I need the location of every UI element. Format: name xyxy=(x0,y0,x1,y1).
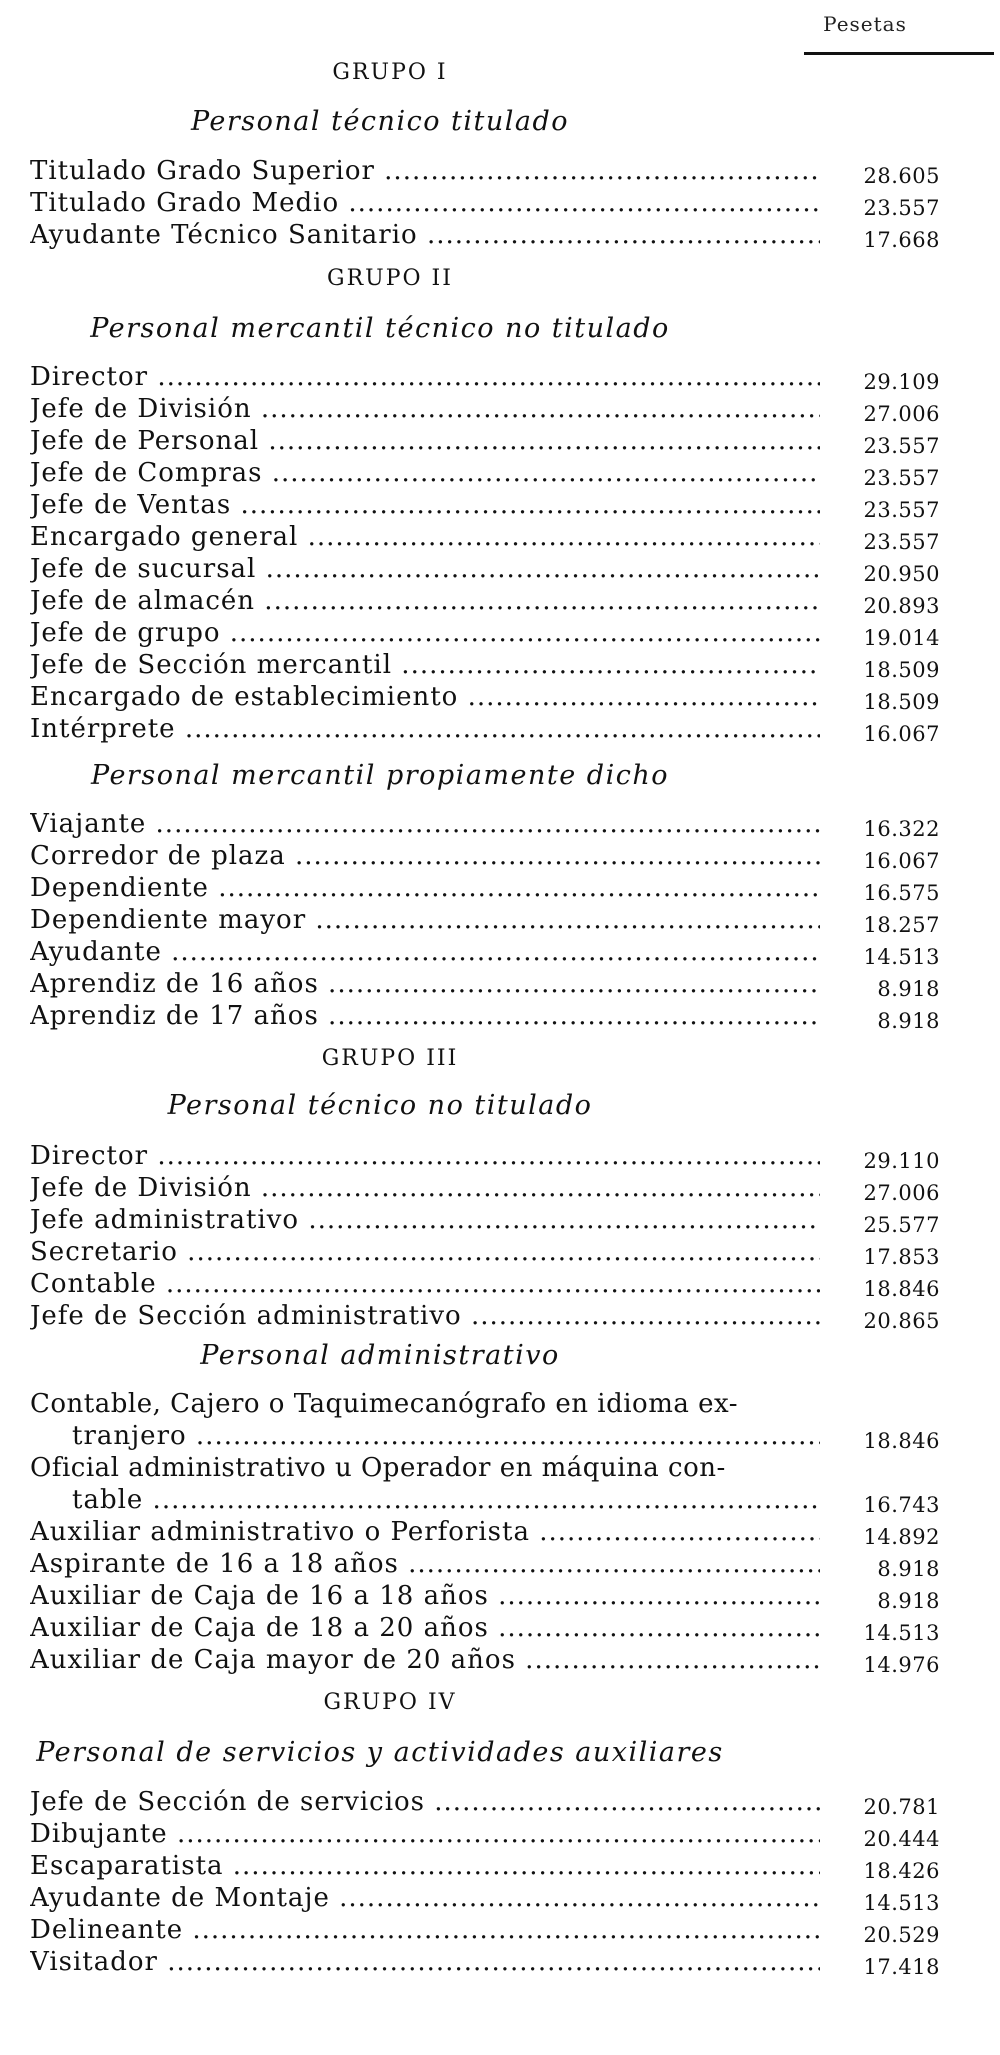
row-label: Jefe administrativo ..... xyxy=(30,1204,820,1236)
row-value: 17.668 xyxy=(863,228,940,252)
row-value: 8.918 xyxy=(877,977,940,1001)
table-row xyxy=(30,1850,940,1882)
group-title: GRUPO I xyxy=(332,60,448,85)
row-value: 20.950 xyxy=(863,562,940,586)
table-row xyxy=(30,219,940,251)
row-value: 8.918 xyxy=(877,1009,940,1033)
row-value: 16.575 xyxy=(863,881,940,905)
row-value: 14.892 xyxy=(863,1525,940,1549)
table-row xyxy=(30,936,940,968)
row-label: Auxiliar de Caja mayor de 20 años ..... xyxy=(30,1644,820,1676)
row-value: 18.426 xyxy=(863,1859,940,1883)
row-value: 29.110 xyxy=(863,1149,940,1173)
row-label: Corredor de plaza ..... xyxy=(30,840,820,872)
table-row xyxy=(30,1580,940,1612)
row-value: 20.444 xyxy=(863,1827,940,1851)
table-row xyxy=(30,649,940,681)
section-title: Personal de servicios y actividades auxiliares xyxy=(36,1737,724,1768)
row-label-continuation: table ..... xyxy=(72,1484,820,1516)
unit-header-rule xyxy=(804,52,994,55)
row-value: 18.509 xyxy=(863,658,940,682)
section-title: Personal mercantil técnico no titulado xyxy=(90,313,670,344)
row-label: Aprendiz de 17 años ..... xyxy=(30,1000,820,1032)
row-label: Director ..... xyxy=(30,361,820,393)
table-row xyxy=(30,904,940,936)
table-row xyxy=(30,187,940,219)
table-row xyxy=(30,713,940,745)
row-value: 23.557 xyxy=(863,498,940,522)
row-label: Jefe de División ..... xyxy=(30,393,820,425)
table-row xyxy=(30,1882,940,1914)
row-value: 27.006 xyxy=(863,402,940,426)
row-value: 8.918 xyxy=(877,1557,940,1581)
table-row xyxy=(30,1204,940,1236)
row-label: Encargado general ..... xyxy=(30,521,820,553)
row-label: Intérprete ..... xyxy=(30,713,820,745)
row-label: Ayudante Técnico Sanitario ..... xyxy=(30,219,820,251)
row-value: 23.557 xyxy=(863,196,940,220)
row-label: Jefe de almacén ..... xyxy=(30,585,820,617)
group-title: GRUPO III xyxy=(321,1046,459,1071)
row-label: Jefe de sucursal ..... xyxy=(30,553,820,585)
row-value: 19.014 xyxy=(863,626,940,650)
table-row xyxy=(30,1818,940,1850)
row-value: 23.557 xyxy=(863,530,940,554)
table-row xyxy=(30,1268,940,1300)
table-row xyxy=(30,1236,940,1268)
table-row xyxy=(30,1172,940,1204)
row-label: Auxiliar de Caja de 18 a 20 años ..... xyxy=(30,1612,820,1644)
row-value: 14.513 xyxy=(863,1891,940,1915)
table-row xyxy=(30,1420,940,1452)
group-title: GRUPO II xyxy=(327,266,453,291)
table-row xyxy=(30,1140,940,1172)
table-row xyxy=(30,155,940,187)
table-row xyxy=(30,1786,940,1818)
row-value: 28.605 xyxy=(863,164,940,188)
row-label-first-line: Contable, Cajero o Taquimecanógrafo en idioma ex- xyxy=(30,1389,738,1419)
row-value: 25.577 xyxy=(863,1213,940,1237)
row-value: 20.529 xyxy=(863,1923,940,1947)
table-row xyxy=(30,1914,940,1946)
table-row xyxy=(30,361,940,393)
row-label: Dependiente mayor ..... xyxy=(30,904,820,936)
row-label: Dibujante ..... xyxy=(30,1818,820,1850)
row-label: Contable ..... xyxy=(30,1268,820,1300)
row-label: Dependiente ..... xyxy=(30,872,820,904)
table-row xyxy=(30,681,940,713)
row-value: 14.976 xyxy=(863,1653,940,1677)
table-row xyxy=(30,553,940,585)
row-value: 18.846 xyxy=(863,1277,940,1301)
row-value: 23.557 xyxy=(863,434,940,458)
table-row xyxy=(30,840,940,872)
section-title: Personal mercantil propiamente dicho xyxy=(91,760,669,791)
unit-header: Pesetas xyxy=(823,12,907,36)
row-label: Jefe de Sección mercantil ..... xyxy=(30,649,820,681)
row-value: 18.509 xyxy=(863,690,940,714)
row-label: Aspirante de 16 a 18 años ..... xyxy=(30,1548,820,1580)
table-row xyxy=(30,585,940,617)
row-label: Director ..... xyxy=(30,1140,820,1172)
row-value: 16.067 xyxy=(863,849,940,873)
row-label: Jefe de Sección administrativo ..... xyxy=(30,1300,820,1332)
row-label: Jefe de Sección de servicios ..... xyxy=(30,1786,820,1818)
table-row xyxy=(30,1300,940,1332)
table-row xyxy=(30,1516,940,1548)
row-value: 14.513 xyxy=(863,945,940,969)
row-value: 14.513 xyxy=(863,1621,940,1645)
table-row xyxy=(30,968,940,1000)
row-value: 23.557 xyxy=(863,466,940,490)
row-label: Escaparatista ..... xyxy=(30,1850,820,1882)
row-value: 18.846 xyxy=(863,1429,940,1453)
row-label: Jefe de División ..... xyxy=(30,1172,820,1204)
table-row xyxy=(30,457,940,489)
row-label-first-line: Oficial administrativo u Operador en máquina con- xyxy=(30,1453,726,1483)
section-title: Personal técnico no titulado xyxy=(167,1090,593,1121)
row-label: Visitador ..... xyxy=(30,1946,820,1978)
row-label-continuation: tranjero ..... xyxy=(72,1420,820,1452)
row-value: 20.865 xyxy=(863,1309,940,1333)
row-label: Titulado Grado Superior ..... xyxy=(30,155,820,187)
row-label: Jefe de grupo ..... xyxy=(30,617,820,649)
row-value: 17.418 xyxy=(863,1955,940,1979)
table-row xyxy=(30,1484,940,1516)
group-title: GRUPO IV xyxy=(323,1690,457,1715)
row-label: Ayudante ..... xyxy=(30,936,820,968)
row-value: 16.322 xyxy=(863,817,940,841)
row-value: 29.109 xyxy=(863,370,940,394)
table-row xyxy=(30,808,940,840)
row-label: Encargado de establecimiento ..... xyxy=(30,681,820,713)
row-label: Auxiliar de Caja de 16 a 18 años ..... xyxy=(30,1580,820,1612)
table-row xyxy=(30,1000,940,1032)
row-label: Secretario ..... xyxy=(30,1236,820,1268)
table-row xyxy=(30,393,940,425)
row-value: 17.853 xyxy=(863,1245,940,1269)
table-row xyxy=(30,1946,940,1978)
row-label: Jefe de Personal ..... xyxy=(30,425,820,457)
table-row xyxy=(30,1644,940,1676)
row-value: 27.006 xyxy=(863,1181,940,1205)
row-label: Ayudante de Montaje ..... xyxy=(30,1882,820,1914)
row-value: 18.257 xyxy=(863,913,940,937)
table-row xyxy=(30,489,940,521)
row-label: Aprendiz de 16 años ..... xyxy=(30,968,820,1000)
row-value: 20.893 xyxy=(863,594,940,618)
table-row xyxy=(30,1548,940,1580)
row-label: Delineante ..... xyxy=(30,1914,820,1946)
row-label: Jefe de Ventas ..... xyxy=(30,489,820,521)
row-value: 16.067 xyxy=(863,722,940,746)
table-row xyxy=(30,521,940,553)
row-value: 16.743 xyxy=(863,1493,940,1517)
row-value: 8.918 xyxy=(877,1589,940,1613)
row-label: Auxiliar administrativo o Perforista ..... xyxy=(30,1516,820,1548)
table-row xyxy=(30,1612,940,1644)
section-title: Personal técnico titulado xyxy=(190,106,570,137)
row-value: 20.781 xyxy=(863,1795,940,1819)
table-row xyxy=(30,425,940,457)
table-row xyxy=(30,617,940,649)
row-label: Viajante ..... xyxy=(30,808,820,840)
row-label: Jefe de Compras ..... xyxy=(30,457,820,489)
section-title: Personal administrativo xyxy=(200,1340,560,1371)
row-label: Titulado Grado Medio ..... xyxy=(30,187,820,219)
table-row xyxy=(30,872,940,904)
